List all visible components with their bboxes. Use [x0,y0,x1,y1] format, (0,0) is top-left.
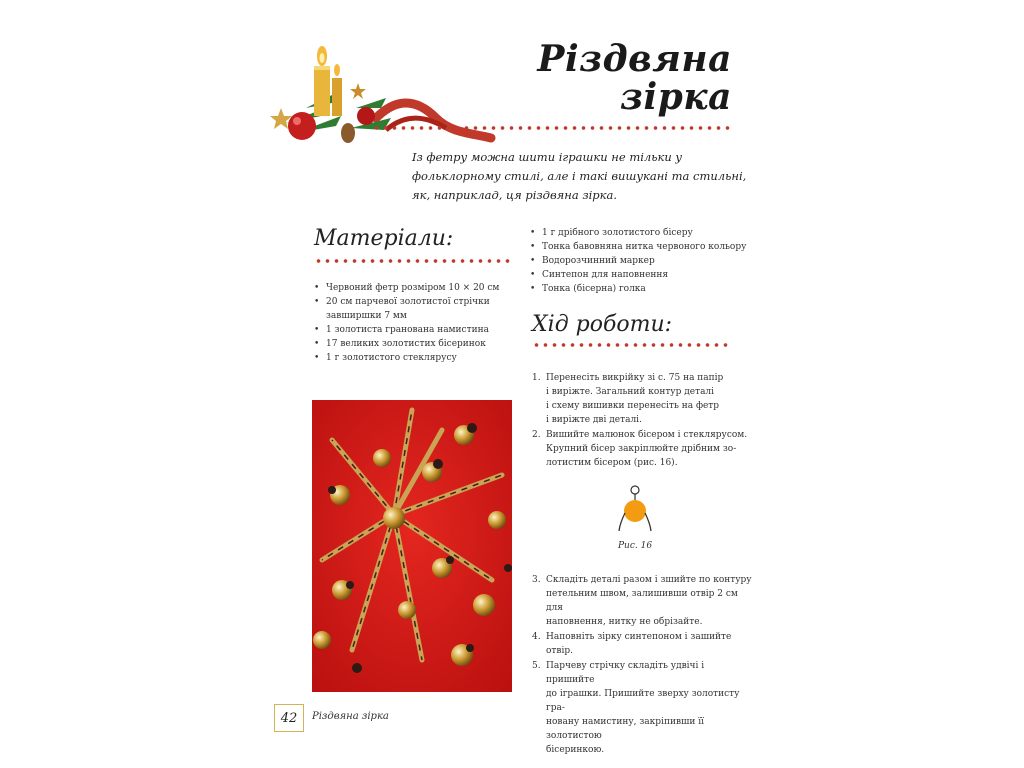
running-title: Різдвяна зірка [312,711,389,722]
bead-diagram-figure [617,483,653,533]
material-item: • Червоний фетр розміром 10 × 20 см [314,281,514,295]
title-line-2: зірка [619,76,732,118]
step-text-line: наповнення, нитку не обрізайте. [546,617,703,627]
material-item: • 1 г дрібного золотистого бісеру [530,226,750,240]
step-text-line: петельним швом, залишивши отвір 2 см для [546,589,738,613]
title-line-1: Різдвяна [537,38,732,80]
step-text-line: Крупний бісер закріплюйте дрібним зо- [546,444,737,454]
step-text-line: Перенесіть викрійку зі с. 75 на папір [546,373,724,383]
material-item: • Тонка бавовняна нитка червоного кольору [530,240,750,254]
materials-list-right [530,226,750,296]
step-number: 1. [532,373,541,383]
material-item: • 1 г золотистого стеклярусу [314,351,514,365]
step-item [532,630,752,658]
step-text-line: і виріжте дві деталі. [546,415,642,425]
step-item [532,659,752,757]
step-number: 3. [532,575,541,585]
step-text-line: Складіть деталі разом і зшийте по контуру [546,575,752,585]
material-item: • 1 золотиста гранована намистина [314,323,514,337]
step-item [532,371,752,427]
intro-paragraph: Із фетру можна шити іграшки не тільки у фольклорному стилі, але і такі вишукані та стильні, як, наприклад, ця різдвяна зірка. [412,150,747,202]
material-item: • 17 великих золотистих бісеринок [314,337,514,351]
step-text-line: Наповніть зірку синтепоном і зашийте [546,632,732,642]
step-item [532,428,752,470]
material-item: • Водорозчинний маркер [530,254,750,268]
step-number: 2. [532,430,541,440]
material-item: • Синтепон для наповнення [530,268,750,282]
step-text-line: Парчеву стрічку складіть удвічі і пришийте [546,661,705,685]
page-title [537,40,732,116]
step-text-line: лотистим бісером (рис. 16). [546,458,678,468]
work-dotted-divider [532,342,732,348]
step-text-line: Вишийте малюнок бісером і стеклярусом. [546,430,748,440]
materials-dotted-divider [314,258,514,264]
book-page [262,20,762,755]
beaded-star-photo [312,400,512,692]
material-item: • 20 см парчевої золотистої стрічки завширшки 7 мм [314,295,514,323]
step-text-line: отвір. [546,646,573,656]
step-text-line: новану намистину, закріпивши її золотистою [546,717,704,741]
christmas-candle-decoration [266,38,496,148]
work-steps-second [532,573,752,758]
material-item: • Тонка (бісерна) голка [530,282,750,296]
step-text-line: до іграшки. Пришийте зверху золотисту гра- [546,689,740,713]
materials-heading: Матеріали: [314,226,454,251]
step-number: 5. [532,661,541,671]
header-dotted-divider [372,125,732,131]
step-text-line: і виріжте. Загальний контур деталі [546,387,715,397]
step-text-line: і схему вишивки перенесіть на фетр [546,401,720,411]
step-item [532,573,752,629]
step-number: 4. [532,632,541,642]
work-steps-first [532,371,752,471]
materials-list-left [314,281,514,365]
figure-caption: Рис. 16 [618,541,653,551]
page-number: 42 [274,704,304,732]
work-heading: Хід роботи: [532,312,673,337]
step-text-line: бісеринкою. [546,745,605,755]
